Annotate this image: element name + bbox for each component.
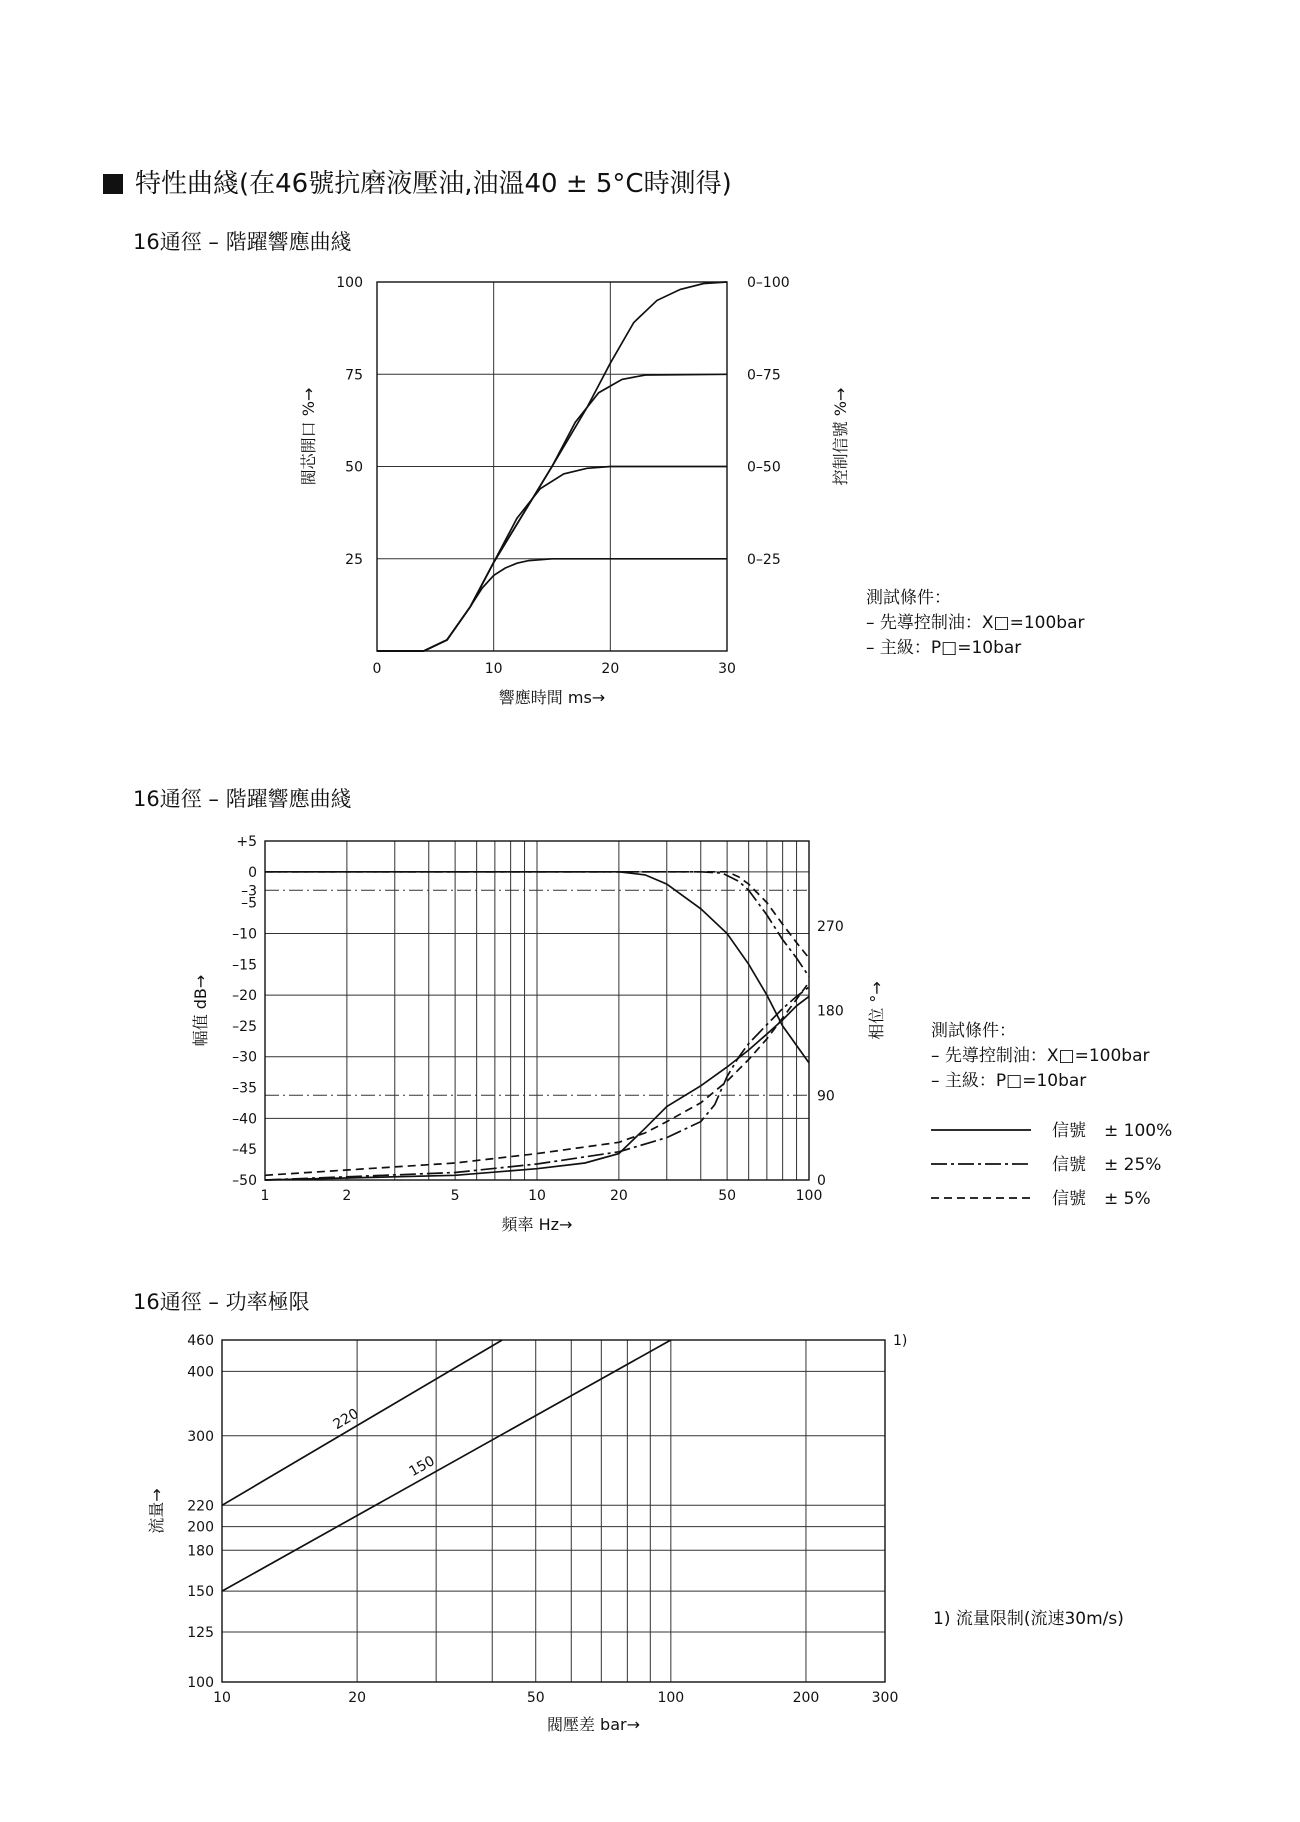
y-tick-label: 25 xyxy=(345,551,363,568)
y-tick-label: +5 xyxy=(236,834,257,850)
series-end-label: 0–75 xyxy=(747,367,781,384)
x-axis-label: 響應時間 ms→ xyxy=(498,688,606,707)
x-tick-label: 2 xyxy=(342,1188,352,1204)
x-tick-label: 50 xyxy=(526,1690,545,1706)
y2-tick-label: 0 xyxy=(817,1173,826,1189)
series-line xyxy=(222,1340,502,1505)
x-tick-label: 50 xyxy=(718,1188,737,1204)
y-tick-label: –40 xyxy=(232,1111,257,1128)
x-axis-label: 閥壓差 bar→ xyxy=(546,1715,641,1734)
y-tick-label: –5 xyxy=(241,895,257,912)
y-tick-label: 220 xyxy=(187,1498,214,1515)
x-tick-label: 100 xyxy=(795,1188,823,1204)
footnote-marker: 1) xyxy=(893,1333,908,1349)
y-axis-label: 幅值 dB→ xyxy=(191,974,210,1047)
legend-value: ± 5% xyxy=(1104,1189,1151,1209)
y-tick-label: 180 xyxy=(187,1543,214,1560)
series-end-label: 0–50 xyxy=(747,459,781,476)
x-tick-label: 20 xyxy=(609,1188,628,1204)
y-tick-label: 400 xyxy=(187,1364,214,1381)
x-tick-label: 20 xyxy=(601,661,620,677)
x-tick-label: 0 xyxy=(372,661,382,677)
series-end-label: 0–25 xyxy=(747,551,781,568)
y-tick-label: 300 xyxy=(187,1428,214,1445)
page-title-text: 特性曲綫(在46號抗磨液壓油,油溫40 ± 5°C時測得) xyxy=(135,169,732,199)
y2-axis-label: 相位 °→ xyxy=(867,981,886,1040)
legend-value: ± 100% xyxy=(1104,1121,1173,1141)
y-tick-label: 75 xyxy=(345,367,363,384)
test-condition-line: – 主級：P□=10bar xyxy=(866,638,1022,658)
x-tick-label: 10 xyxy=(213,1690,231,1706)
x-tick-label: 300 xyxy=(871,1690,899,1706)
y-tick-label: 100 xyxy=(336,275,363,291)
legend-label: 信號 xyxy=(1052,1121,1086,1141)
y2-tick-label: 180 xyxy=(817,1003,844,1020)
x-tick-label: 1 xyxy=(260,1188,270,1204)
plot-frame xyxy=(222,1340,885,1682)
legend-label: 信號 xyxy=(1052,1155,1086,1175)
y-tick-label: 100 xyxy=(187,1675,214,1691)
x-tick-label: 30 xyxy=(718,661,736,677)
y-axis-label: 閥芯開口 %→ xyxy=(299,387,318,486)
test-condition-line: 測試條件： xyxy=(866,588,951,608)
y-tick-label: –10 xyxy=(232,926,257,943)
x-axis-label: 頻率 Hz→ xyxy=(501,1215,573,1234)
x-tick-label: 20 xyxy=(348,1690,367,1706)
x-tick-label: 200 xyxy=(792,1690,820,1706)
y-tick-label: –50 xyxy=(232,1173,257,1189)
test-condition-line: – 主級：P□=10bar xyxy=(931,1071,1087,1091)
y-tick-label: –20 xyxy=(232,988,257,1005)
footnote-text: 1) 流量限制(流速30m/s) xyxy=(933,1609,1124,1629)
y-tick-label: 460 xyxy=(187,1333,214,1349)
y-tick-label: –45 xyxy=(232,1142,257,1159)
test-condition-line: 測試條件： xyxy=(931,1021,1016,1041)
y-tick-label: –25 xyxy=(232,1018,257,1035)
y-tick-label: –3 xyxy=(241,883,257,900)
x-tick-label: 5 xyxy=(450,1188,460,1204)
series-label: 220 xyxy=(330,1405,362,1434)
legend-label: 信號 xyxy=(1052,1189,1086,1209)
x-tick-label: 10 xyxy=(484,661,503,677)
x-tick-label: 10 xyxy=(528,1188,546,1204)
y2-tick-label: 270 xyxy=(817,918,844,935)
y-tick-label: 125 xyxy=(187,1624,214,1641)
section-title-frequency-response: 16通徑 – 階躍響應曲綫 xyxy=(133,787,352,811)
section-title-step-response: 16通徑 – 階躍響應曲綫 xyxy=(133,230,352,254)
y-tick-label: –35 xyxy=(232,1080,257,1097)
test-condition-line: – 先導控制油：X□=100bar xyxy=(931,1046,1150,1066)
y-tick-label: –30 xyxy=(232,1049,257,1066)
x-tick-label: 100 xyxy=(657,1690,685,1706)
y-tick-label: 50 xyxy=(345,459,363,476)
series-label: 150 xyxy=(406,1453,438,1481)
y-axis-label: 流量→ xyxy=(147,1488,166,1534)
y-tick-label: 200 xyxy=(187,1519,214,1536)
y2-axis-label: 控制信號 %→ xyxy=(831,387,850,486)
y-tick-label: 150 xyxy=(187,1584,214,1601)
y-tick-label: –15 xyxy=(232,957,257,974)
test-condition-line: – 先導控制油：X□=100bar xyxy=(866,613,1085,633)
y2-tick-label: 90 xyxy=(817,1088,835,1105)
legend-value: ± 25% xyxy=(1104,1155,1162,1175)
series-end-label: 0–100 xyxy=(747,275,790,291)
section-title-power-limit: 16通徑 – 功率極限 xyxy=(133,1290,310,1314)
y-tick-label: 0 xyxy=(248,864,257,881)
